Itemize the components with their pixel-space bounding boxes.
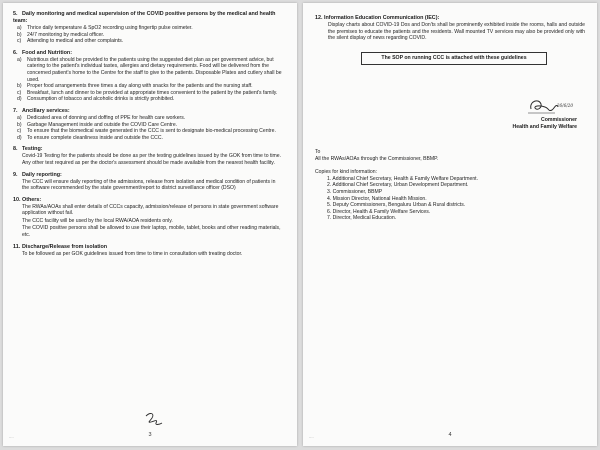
- section-paragraph: To be followed as per GOK guidelines issued from time to time in consultation with treating doctor.: [22, 250, 243, 257]
- signatory-title: Commissioner: [540, 117, 577, 123]
- section-paragraph: The CCC will ensure daily reporting of the admissions, release from isolation and medical condition of patients in the software recommended by the state government/report to district surveillance officer (DSO): [22, 178, 276, 192]
- section-paragraph: Covid-19 Testing for the patients should be done as per the testing guidelines issued by the GOK from time to time. Any other test required as per the doctor's assessment should be made available from the nearest health facility.: [22, 153, 281, 166]
- list-item: d) Consumption of tobacco and alcoholic drinks is strictly prohibited.: [17, 96, 175, 103]
- section-7: [13, 108, 283, 141]
- section-heading: 10. Others:: [13, 196, 42, 203]
- section-heading: 6. Food and Nutrition:: [13, 49, 73, 56]
- sop-note-box: The SOP on running CCC is attached with these guidelines: [361, 52, 547, 65]
- page-number: 4: [448, 432, 452, 438]
- list-item: 3. Commissioner, BBMP: [327, 188, 383, 195]
- addressee-block: [315, 149, 585, 222]
- section-6: [13, 50, 283, 103]
- scan-mark: ····: [309, 436, 314, 440]
- list-item: a) Dedicated area of donning and doffing of PPE for health care workers.: [17, 114, 186, 121]
- section-9: [13, 172, 283, 192]
- section-heading: 12. Information Education Communication (IEC):: [315, 15, 440, 21]
- section-heading: 9. Daily reporting:: [13, 171, 62, 178]
- to-text: All the RWAs/AOAs through the Commissioner, BBMP.: [315, 155, 439, 162]
- list-item: 1. Additional Chief Secretary, Health & Family Welfare Department.: [327, 175, 478, 182]
- section-paragraph: The COVID positive persons shall be allowed to use their laptop, mobile, tablet, books and other reading materials, etc.: [22, 225, 281, 239]
- section-10: [13, 197, 283, 239]
- page-number: 3: [148, 432, 152, 438]
- section-heading: 7. Ancillary services:: [13, 107, 70, 114]
- list-item: c) To ensure that the biomedical waste generated in the CCC is sent to designate bio-medical processing Centre.: [17, 128, 276, 135]
- document-page-3: [3, 3, 297, 446]
- copies-label: Copies for kind information:: [315, 169, 378, 176]
- list-item: 4. Mission Director, National Health Mission.: [327, 195, 427, 202]
- list-item: c) Breakfast, lunch and dinner to be provided at appropriate times convenient to the patient by the patient's family.: [17, 89, 278, 96]
- signature-block: [497, 95, 577, 131]
- list-item: b) 24/7 monitoring by medical officer.: [17, 31, 105, 38]
- list-item: b) Proper food arrangements three times a day along with snacks for the patients and the nursing staff.: [17, 83, 253, 90]
- section-8: [13, 146, 283, 166]
- section-heading: 8. Testing:: [13, 146, 43, 153]
- list-item: 2. Additional Chief Secretary, Urban Development Department.: [327, 182, 469, 189]
- list-item: d) To ensure complete cleanliness inside and outside the CCC.: [17, 134, 163, 141]
- list-item: 6. Director, Health & Family Welfare Services.: [327, 208, 431, 215]
- signature-date: 26/6/20: [556, 103, 573, 108]
- section-11: [13, 244, 283, 258]
- document-page-4: [303, 3, 597, 446]
- list-item: c) Attending to medical and other complaints.: [17, 38, 124, 45]
- section-heading: 11. Discharge/Release from isolation: [13, 243, 108, 250]
- list-item: a) Nutritious diet should be provided to the patients using the suggested diet plan as per government advice, but catering to the patient's individual tastes, allergies and dietary requirements. Food will be delivered from the concerned patient's home to the Centre for the staff to give to the patients. Disposable Plates and cutlery shall be used.: [17, 56, 282, 83]
- signatory-department: Health and Family Welfare: [512, 124, 577, 130]
- scan-mark: ····: [9, 436, 14, 440]
- copies-list: [327, 176, 585, 222]
- initials-signature-icon: [143, 411, 165, 427]
- to-label: To: [315, 149, 321, 155]
- list-item: a) Thrice daily temperature & SpO2 recording using fingertip pulse oximeter.: [17, 25, 193, 31]
- list-item: b) Garbage Management inside and outside the COVID Care Centre.: [17, 121, 178, 128]
- section-paragraph: The RWAs/AOAs shall enter details of CCCs capacity, admission/release of persons in state government software application without fail.: [22, 203, 279, 217]
- section-5: [13, 11, 283, 45]
- list-item: 5. Deputy Commissioners, Bengaluru Urban & Rural districts.: [327, 202, 466, 209]
- list-item: 7. Director, Medical Education.: [327, 215, 397, 222]
- section-paragraph: Display charts about COVID-19 Dos and Don'ts shall be prominently exhibited inside the rooms, halls and outside the premises to educate the patients and the residents. Wall mounted TV services may also be provided only with the silent display of news regarding COVID.: [328, 22, 585, 42]
- section-paragraph: The CCC facility will be used by the local RWA/AOA residents only.: [22, 217, 173, 224]
- section-heading: 5. Daily monitoring and medical supervision of the COVID positive persons by the medical and health team:: [13, 11, 276, 24]
